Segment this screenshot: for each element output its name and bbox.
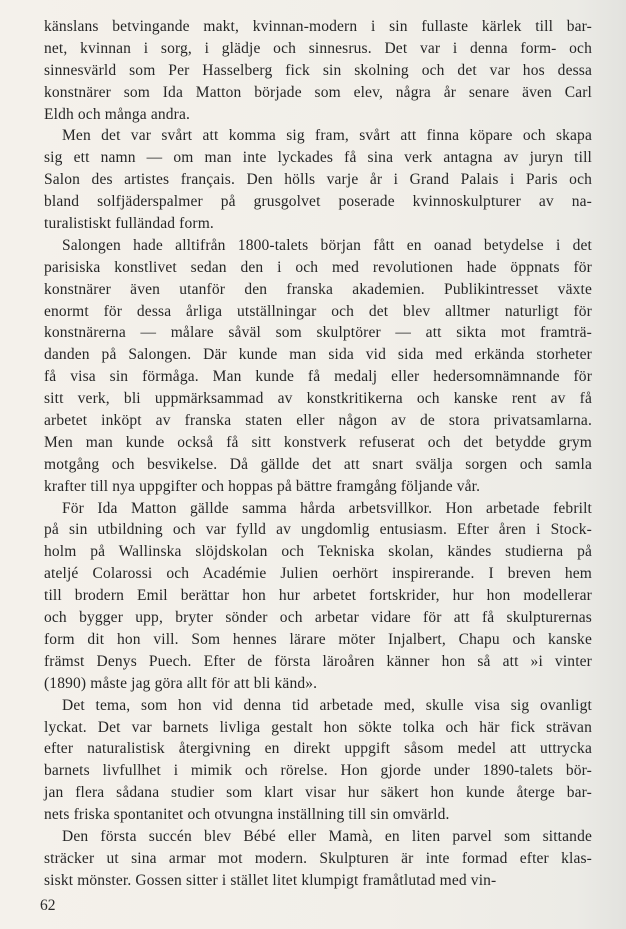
text-line: arbetet inköpt av franska staten eller någon av de stora privatsamlarna. [44, 412, 592, 430]
paragraph [44, 826, 592, 892]
paragraph [44, 235, 592, 498]
text-line: form dit hon vill. Som hennes lärare möter Injalbert, Chapu och kanske [44, 630, 592, 648]
text-line: Den första succén blev Bébé eller Mamà, en liten parvel som sittande [62, 827, 592, 845]
text-line: jan flera sådana studier som klart visar hur säkert hon kunde återge bar- [44, 784, 592, 802]
text-line: net, kvinnan i sorg, i glädje och sinnesrus. Det var i denna form- och [44, 39, 592, 57]
text-line: konstnärer även utanför den franska akademien. Publikintresset växte [44, 280, 592, 298]
text-line: lyckat. Det var barnets livliga gestalt hon sökte tolka och här fick strävan [44, 718, 592, 736]
text-line: danden på Salongen. Där kunde man sida vid sida med erkända storheter [44, 346, 592, 364]
text-line: Salon des artistes français. Den hölls varje år i Grand Palais i Paris och [44, 171, 592, 189]
paragraph [44, 498, 592, 695]
text-line: till brodern Emil berättar hon hur arbetet fortskrider, hur hon modellerar [44, 587, 592, 605]
body-text [44, 16, 592, 892]
text-line: känslans betvingande makt, kvinnan-modern i sin fullaste kärlek till bar- [44, 18, 592, 35]
text-line: enormt för dessa årliga utställningar och det blev alltmer naturligt för [44, 302, 592, 320]
text-line: sinnesvärld som Per Hasselberg fick sin skolning och det var hos dessa [44, 61, 592, 79]
text-line: motgång och besvikelse. Då gällde det att snart svälja sorgen och samla [44, 455, 592, 473]
text-line: konstnärer som Ida Matton började som elev, några år senare även Carl [44, 83, 592, 101]
paragraph [44, 125, 592, 234]
paragraph [44, 16, 592, 125]
text-line: nets friska spontanitet och otvungna inställning till sin omvärld. [44, 806, 450, 824]
text-line: Men det var svårt att komma sig fram, svårt att finna köpare och skapa [62, 127, 592, 145]
text-line: sitt verk, bli uppmärksammad av konstkritikerna och kanske rent av få [44, 390, 592, 408]
text-line: konstnärerna — målare såväl som skulptörer — att sikta mot framträ- [44, 324, 592, 342]
text-line: Det tema, som hon vid denna tid arbetade med, skulle visa sig ovanligt [62, 696, 592, 714]
text-line: (1890) måste jag göra allt för att bli känd». [44, 674, 318, 692]
page-number: 62 [40, 897, 56, 914]
text-line: barnets livfullhet i mimik och rörelse. Hon gjorde under 1890-talets bör- [44, 762, 592, 780]
text-line: parisiska konstlivet sedan den i och med revolutionen hade öppnats för [44, 258, 592, 276]
text-line: och bygger upp, bryter sönder och arbetar vidare för att få skulpturernas [44, 609, 592, 627]
text-line: krafter till nya uppgifter och hoppas på bättre framgång följande vår. [44, 477, 481, 495]
text-line: holm på Wallinska slöjdskolan och Tekniska skolan, kändes studierna på [44, 543, 592, 561]
text-line: bland solfjäderspalmer på grusgolvet poserade kvinnoskulpturer av na- [44, 193, 592, 211]
text-line: Men man kunde också få sitt konstverk refuserat och det betydde grym [44, 433, 592, 451]
text-line: Salongen hade alltifrån 1800-talets början fått en oanad betydelse i det [62, 236, 592, 254]
text-line: få visa sin förmåga. Man kunde få medalj eller hedersomnämnande för [44, 368, 592, 386]
paragraph [44, 695, 592, 826]
text-line: främst Denys Puech. Efter de första läroåren känner hon så att »i vinter [44, 652, 592, 670]
text-line: Eldh och många andra. [44, 105, 191, 123]
text-line: ateljé Colarossi och Académie Julien oerhört inspirerande. I breven hem [44, 565, 592, 583]
text-line: siskt mönster. Gossen sitter i stället litet klumpigt framåtlutad med vin- [44, 871, 497, 889]
text-line: efter naturalistisk återgivning en direkt uppgift såsom medel att uttrycka [44, 740, 592, 758]
text-line: sig ett namn — om man inte lyckades få sina verk antagna av juryn till [44, 149, 592, 167]
text-line: på sin utbildning och var fylld av ungdomlig entusiasm. Efter åren i Stock- [44, 521, 592, 539]
text-line: turalistiskt fulländad form. [44, 215, 214, 233]
text-line: För Ida Matton gällde samma hårda arbetsvillkor. Hon arbetade febrilt [62, 499, 592, 517]
text-line: sträcker ut sina armar mot modern. Skulpturen är inte formad efter klas- [44, 849, 592, 867]
